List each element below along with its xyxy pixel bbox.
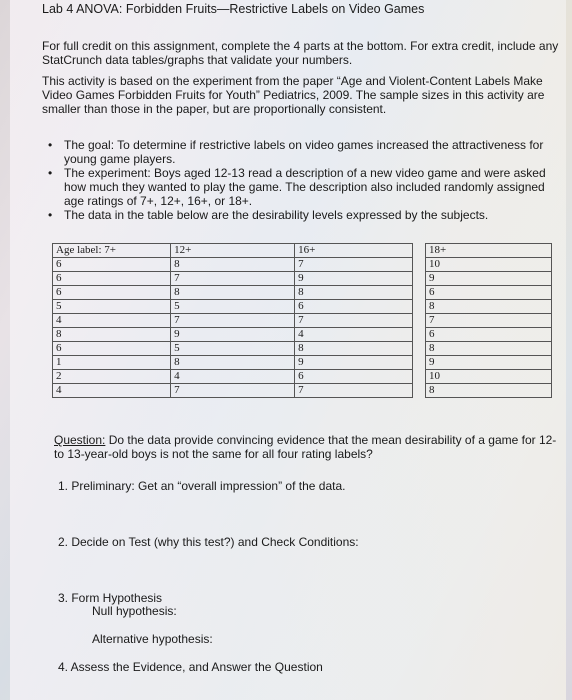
table-row	[53, 272, 552, 286]
table-cell: 6	[426, 286, 552, 300]
table-row	[53, 286, 552, 300]
table-cell: 9	[295, 272, 413, 286]
bullet-list	[42, 138, 567, 222]
intro-paragraph: For full credit on this assignment, complete the 4 parts at the bottom. For extra credit, include any StatCrunch data tables/graphs that validate your numbers.	[42, 39, 559, 67]
table-cell: 8	[426, 384, 552, 398]
step-form-hypothesis: 3. Form Hypothesis	[58, 591, 163, 605]
null-hypothesis-label: Null hypothesis:	[92, 604, 177, 618]
table-cell: 4	[53, 314, 171, 328]
table-cell: 2	[53, 370, 171, 384]
table-row	[53, 300, 552, 314]
table-cell: 9	[295, 356, 413, 370]
table-cell: 8	[53, 328, 171, 342]
background-paragraph: This activity is based on the experiment from the paper “Age and Violent-Content Labels Make Video Games Forbidden Fruits for Youth” Pediatrics, 2009. The sample sizes in this activity are smaller than those in the paper, but are proportionally consistent.	[42, 74, 545, 116]
table-cell: 5	[171, 300, 295, 314]
table-cell: 8	[171, 356, 295, 370]
table-cell: 9	[171, 328, 295, 342]
bullet-icon: •	[48, 208, 53, 222]
header-12plus: 12+	[171, 244, 295, 258]
table-row	[53, 384, 552, 398]
bullet-data: • The data in the table below are the desirability levels expressed by the subjects.	[48, 208, 489, 222]
table-row	[53, 356, 552, 370]
table-row	[53, 370, 552, 384]
step-decide-test: 2. Decide on Test (why this test?) and Check Conditions:	[58, 535, 359, 549]
table-cell: 7	[171, 314, 295, 328]
table-cell: 7	[171, 384, 295, 398]
table-row	[53, 258, 552, 272]
table-row	[53, 342, 552, 356]
table-body	[53, 258, 552, 398]
table-row	[53, 314, 552, 328]
table-cell: 4	[295, 328, 413, 342]
step-assess-evidence: 4. Assess the Evidence, and Answer the Question	[58, 660, 323, 674]
table-cell: 8	[295, 342, 413, 356]
question-text: Question: Do the data provide convincing evidence that the mean desirability of a game for 12-to 13-year-old boys is not the same for all four rating labels?	[54, 433, 557, 461]
table-cell: 8	[295, 286, 413, 300]
table-row	[53, 328, 552, 342]
table-cell: 6	[295, 370, 413, 384]
table-cell: 6	[295, 300, 413, 314]
table-cell: 8	[426, 342, 552, 356]
table-cell: 7	[426, 314, 552, 328]
table-cell: 7	[171, 272, 295, 286]
step-preliminary: 1. Preliminary: Get an “overall impression” of the data.	[58, 479, 346, 493]
header-16plus: 16+	[295, 244, 413, 258]
question-label: Question:	[54, 433, 106, 447]
table-cell: 9	[426, 356, 552, 370]
table-cell: 8	[171, 258, 295, 272]
table-cell: 8	[426, 300, 552, 314]
page-title: Lab 4 ANOVA: Forbidden Fruits—Restrictive Labels on Video Games	[42, 2, 425, 16]
table-cell: 5	[53, 300, 171, 314]
table-cell: 6	[53, 342, 171, 356]
table-cell: 7	[295, 384, 413, 398]
header-18plus: 18+	[426, 244, 552, 258]
header-7plus: Age label: 7+	[53, 244, 171, 258]
bullet-icon: •	[48, 166, 53, 180]
bullet-experiment: • The experiment: Boys aged 12-13 read a description of a new video game and were asked how much they wanted to play the game. The description also included randomly assigned age ratings of 7+, 12+, 16+, or 18+.	[48, 166, 546, 208]
table-cell: 4	[53, 384, 171, 398]
table-header-row	[53, 244, 552, 258]
worksheet-page	[10, 0, 566, 700]
table-cell: 7	[295, 258, 413, 272]
table-cell: 5	[171, 342, 295, 356]
table-cell: 6	[53, 286, 171, 300]
bullet-goal: • The goal: To determine if restrictive labels on video games increased the attractiveness for young game players.	[48, 138, 544, 166]
table-cell: 9	[426, 272, 552, 286]
table-cell: 6	[426, 328, 552, 342]
table-cell: 4	[171, 370, 295, 384]
table-cell: 10	[426, 370, 552, 384]
table-cell: 6	[53, 272, 171, 286]
table-cell: 10	[426, 258, 552, 272]
desirability-table	[52, 243, 552, 398]
table-cell: 1	[53, 356, 171, 370]
alternative-hypothesis-label: Alternative hypothesis:	[92, 632, 213, 646]
table-cell: 7	[295, 314, 413, 328]
table-cell: 6	[53, 258, 171, 272]
table-cell: 8	[171, 286, 295, 300]
bullet-icon: •	[48, 138, 53, 152]
